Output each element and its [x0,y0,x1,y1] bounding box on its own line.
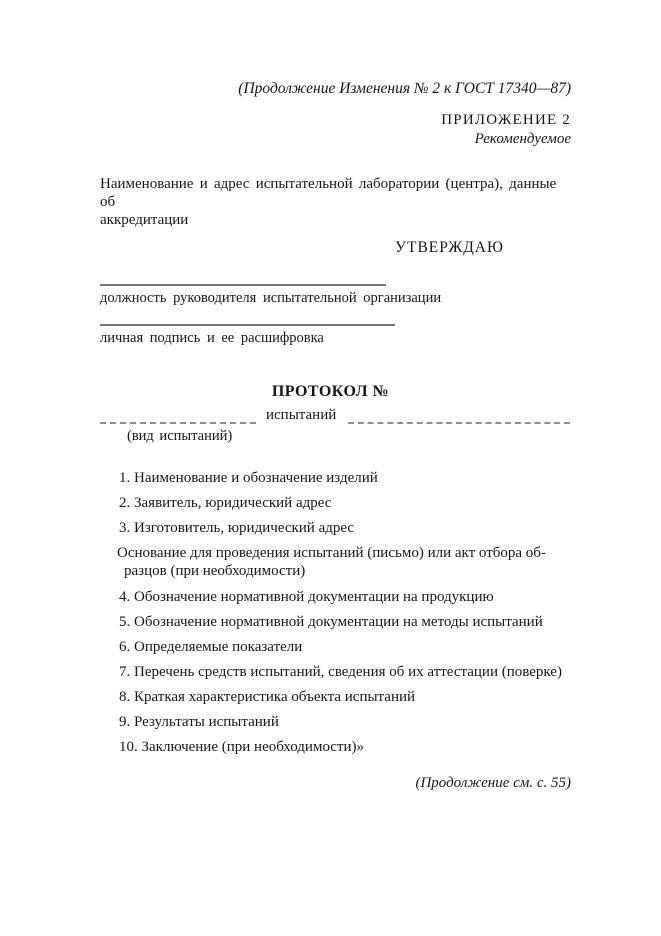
basis-line-1: Основание для проведения испытаний (письмо) или акт отбора об- [117,545,546,561]
basis-line-2: разцов (при необходимости) [124,562,306,579]
list-item-6: 6. Определяемые показатели [119,639,303,655]
blank-line-right [348,408,570,424]
list-item-10: 10. Заключение (при необходимости)» [119,739,365,755]
signature-line [100,284,386,286]
intro-line-2: аккредитации [100,212,189,228]
approval-label: УТВЕРЖДАЮ [395,239,504,256]
signature-block-position [100,284,441,307]
appendix-note: Рекомендуемое [474,131,571,147]
list-item-1: 1. Наименование и обозначение изделий [119,470,378,486]
list-item-7: 7. Перечень средств испытаний, сведения об их аттестации (поверке) [119,664,562,680]
tests-word: испытаний [266,407,337,423]
protocol-items-list [119,470,581,764]
intro-line-1: Наименование и адрес испытательной лаборатории (центра), данные об [100,176,557,210]
protocol-title: ПРОТОКОЛ № [271,383,390,400]
list-item-5: 5. Обозначение нормативной документации на методы испытаний [119,614,543,630]
test-type-blank-row [100,407,570,424]
list-item-2: 2. Заявитель, юридический адрес [119,495,332,511]
signature-block-name [100,324,395,347]
intro-paragraph [100,175,572,229]
list-item-9: 9. Результаты испытаний [119,714,279,730]
basis-paragraph [117,545,581,580]
signature-caption-position: должность руководителя испытательной организации [100,290,442,306]
test-type-caption: (вид испытаний) [127,428,233,444]
footer-continuation-note: (Продолжение см. с. 55) [415,775,571,791]
appendix-label: ПРИЛОЖЕНИЕ 2 [441,112,571,128]
appendix-block [441,112,571,148]
signature-caption-name: личная подпись и ее расшифровка [100,330,324,346]
blank-line-left [100,408,256,424]
list-item-8: 8. Краткая характеристика объекта испытаний [119,689,416,705]
continuation-note: (Продолжение Изменения № 2 к ГОСТ 17340—87) [238,80,571,97]
list-item-4: 4. Обозначение нормативной документации на продукцию [119,589,494,605]
signature-line [100,324,395,326]
list-item-3: 3. Изготовитель, юридический адрес [119,520,355,536]
